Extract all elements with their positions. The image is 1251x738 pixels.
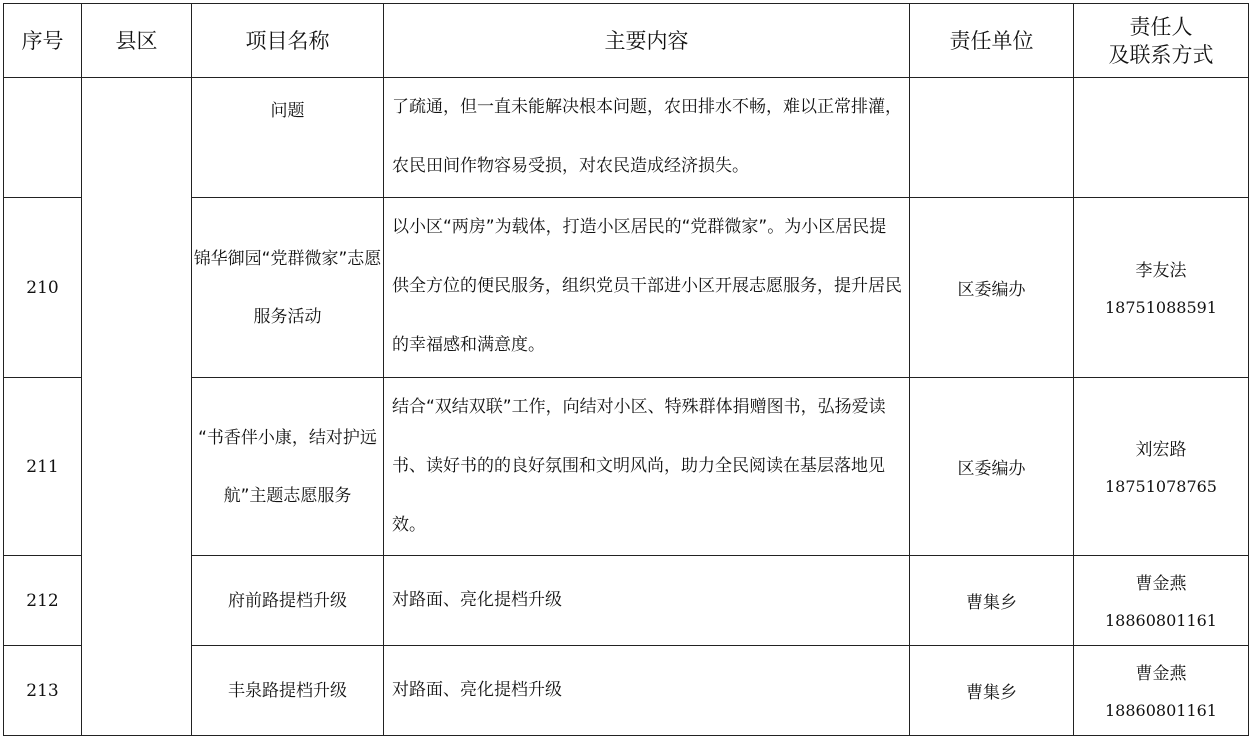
header-seq: 序号 bbox=[4, 4, 82, 78]
content-cell: 了疏通，但一直未能解决根本问题，农田排水不畅，难以正常排灌，农民田间作物容易受损，对农民造成经济损失。 bbox=[384, 78, 910, 198]
project-name-cell bbox=[192, 78, 384, 198]
project-table bbox=[3, 3, 1249, 736]
header-contact-line1: 责任人 bbox=[1129, 14, 1193, 39]
unit-cell: 区委编办 bbox=[910, 378, 1074, 556]
project-name: 问题 bbox=[270, 101, 305, 121]
unit-cell: 区委编办 bbox=[910, 198, 1074, 378]
seq-cell: 211 bbox=[4, 378, 82, 556]
content-cell: 对路面、亮化提档升级 bbox=[384, 556, 910, 646]
content-cell: 以小区“两房”为载体，打造小区居民的“党群微家”。为小区居民提供全方位的便民服务，组织党员干部进小区开展志愿服务，提升居民的幸福感和满意度。 bbox=[384, 198, 910, 378]
seq-cell: 212 bbox=[4, 556, 82, 646]
header-unit: 责任单位 bbox=[910, 4, 1074, 78]
header-contact-line2: 及联系方式 bbox=[1108, 42, 1214, 67]
seq-cell bbox=[4, 78, 82, 198]
content-cell: 对路面、亮化提档升级 bbox=[384, 646, 910, 736]
person-name: 刘宏路 bbox=[1135, 439, 1187, 460]
project-name-cell: 锦华御园“党群微家”志愿服务活动 bbox=[192, 198, 384, 378]
county-cell bbox=[82, 78, 192, 736]
content-cell: 结合“双结双联”工作，向结对小区、特殊群体捐赠图书，弘扬爱读书、读好书的的良好氛围和文明风尚，助力全民阅读在基层落地见效。 bbox=[384, 378, 910, 556]
project-name-cell: “书香伴小康，结对护远航”主题志愿服务 bbox=[192, 378, 384, 556]
header-project: 项目名称 bbox=[192, 4, 384, 78]
header-row bbox=[4, 4, 1249, 78]
contact-cell bbox=[1074, 78, 1249, 198]
header-content: 主要内容 bbox=[384, 4, 910, 78]
unit-cell: 曹集乡 bbox=[910, 646, 1074, 736]
contact-cell bbox=[1074, 378, 1249, 556]
phone-number: 18860801161 bbox=[1105, 700, 1217, 720]
unit-cell: 曹集乡 bbox=[910, 556, 1074, 646]
person-name: 曹金燕 bbox=[1135, 573, 1187, 594]
seq-cell: 213 bbox=[4, 646, 82, 736]
table-row bbox=[4, 78, 1249, 198]
header-county: 县区 bbox=[82, 4, 192, 78]
project-name-cell: 丰泉路提档升级 bbox=[192, 646, 384, 736]
phone-number: 18751088591 bbox=[1105, 297, 1217, 317]
phone-number: 18751078765 bbox=[1105, 476, 1217, 496]
seq-cell: 210 bbox=[4, 198, 82, 378]
person-name: 李友法 bbox=[1135, 260, 1187, 281]
contact-cell bbox=[1074, 556, 1249, 646]
contact-cell bbox=[1074, 198, 1249, 378]
phone-number: 18860801161 bbox=[1105, 610, 1217, 630]
contact-cell bbox=[1074, 646, 1249, 736]
header-contact bbox=[1074, 4, 1249, 78]
project-name-cell: 府前路提档升级 bbox=[192, 556, 384, 646]
person-name: 曹金燕 bbox=[1135, 663, 1187, 684]
unit-cell bbox=[910, 78, 1074, 198]
